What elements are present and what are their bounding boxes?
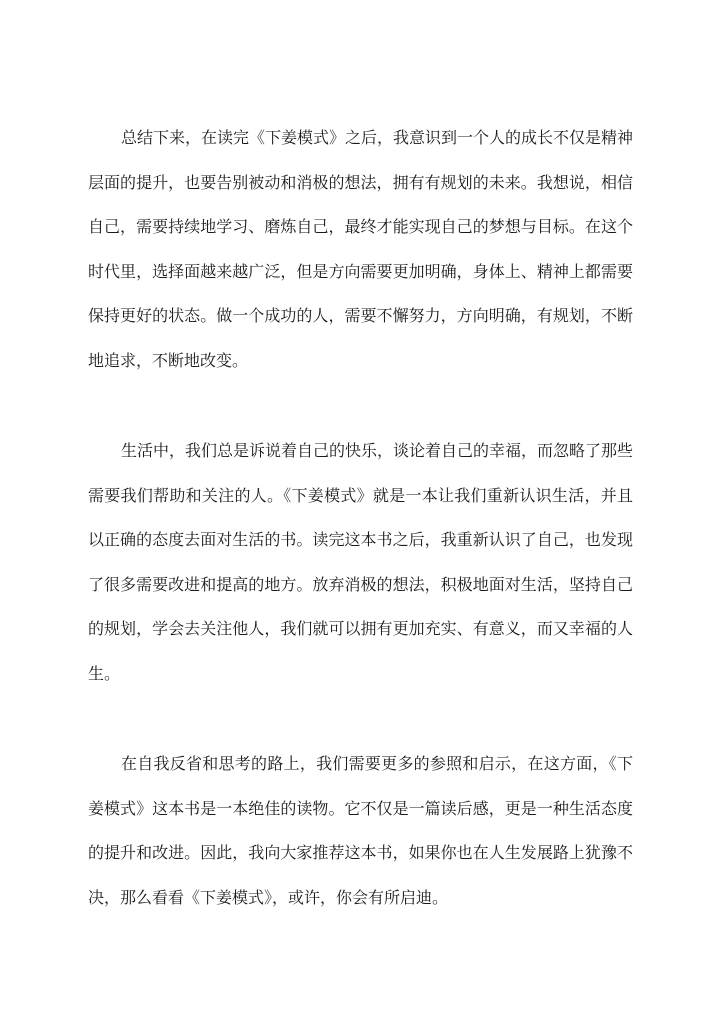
paragraph-3: 在自我反省和思考的路上，我们需要更多的参照和启示，在这方面，《下姜模式》这本书是一本绝佳的读物。它不仅是一篇读后感，更是一种生活态度的提升和改进。因此，我向大家推荐这本书，如果你也在人生发展路上犹豫不决，那么看看《下姜模式》，或许，你会有所启迪。 [88, 754, 633, 907]
paragraph-1: 总结下来，在读完《下姜模式》之后，我意识到一个人的成长不仅是精神层面的提升，也要告别被动和消极的想法，拥有有规划的未来。我想说，相信自己，需要持续地学习、磨炼自己，最终才能实现自己的梦想与目标。在这个时代里，选择面越来越广泛，但是方向需要更加明确，身体上、精神上都需要保持更好的状态。做一个成功的人，需要不懈努力，方向明确，有规划，不断地追求，不断地改变。 [88, 128, 634, 370]
paragraph-2: 生活中，我们总是诉说着自己的快乐，谈论着自己的幸福，而忽略了那些需要我们帮助和关注的人。《下姜模式》就是一本让我们重新认识生活，并且以正确的态度去面对生活的书。读完这本书之后，我重新认识了自己，也发现了很多需要改进和提高的地方。放弃消极的想法，积极地面对生活，坚持自己的规划，学会去关注他人，我们就可以拥有更加充实、有意义，而又幸福的人生。 [88, 441, 634, 683]
